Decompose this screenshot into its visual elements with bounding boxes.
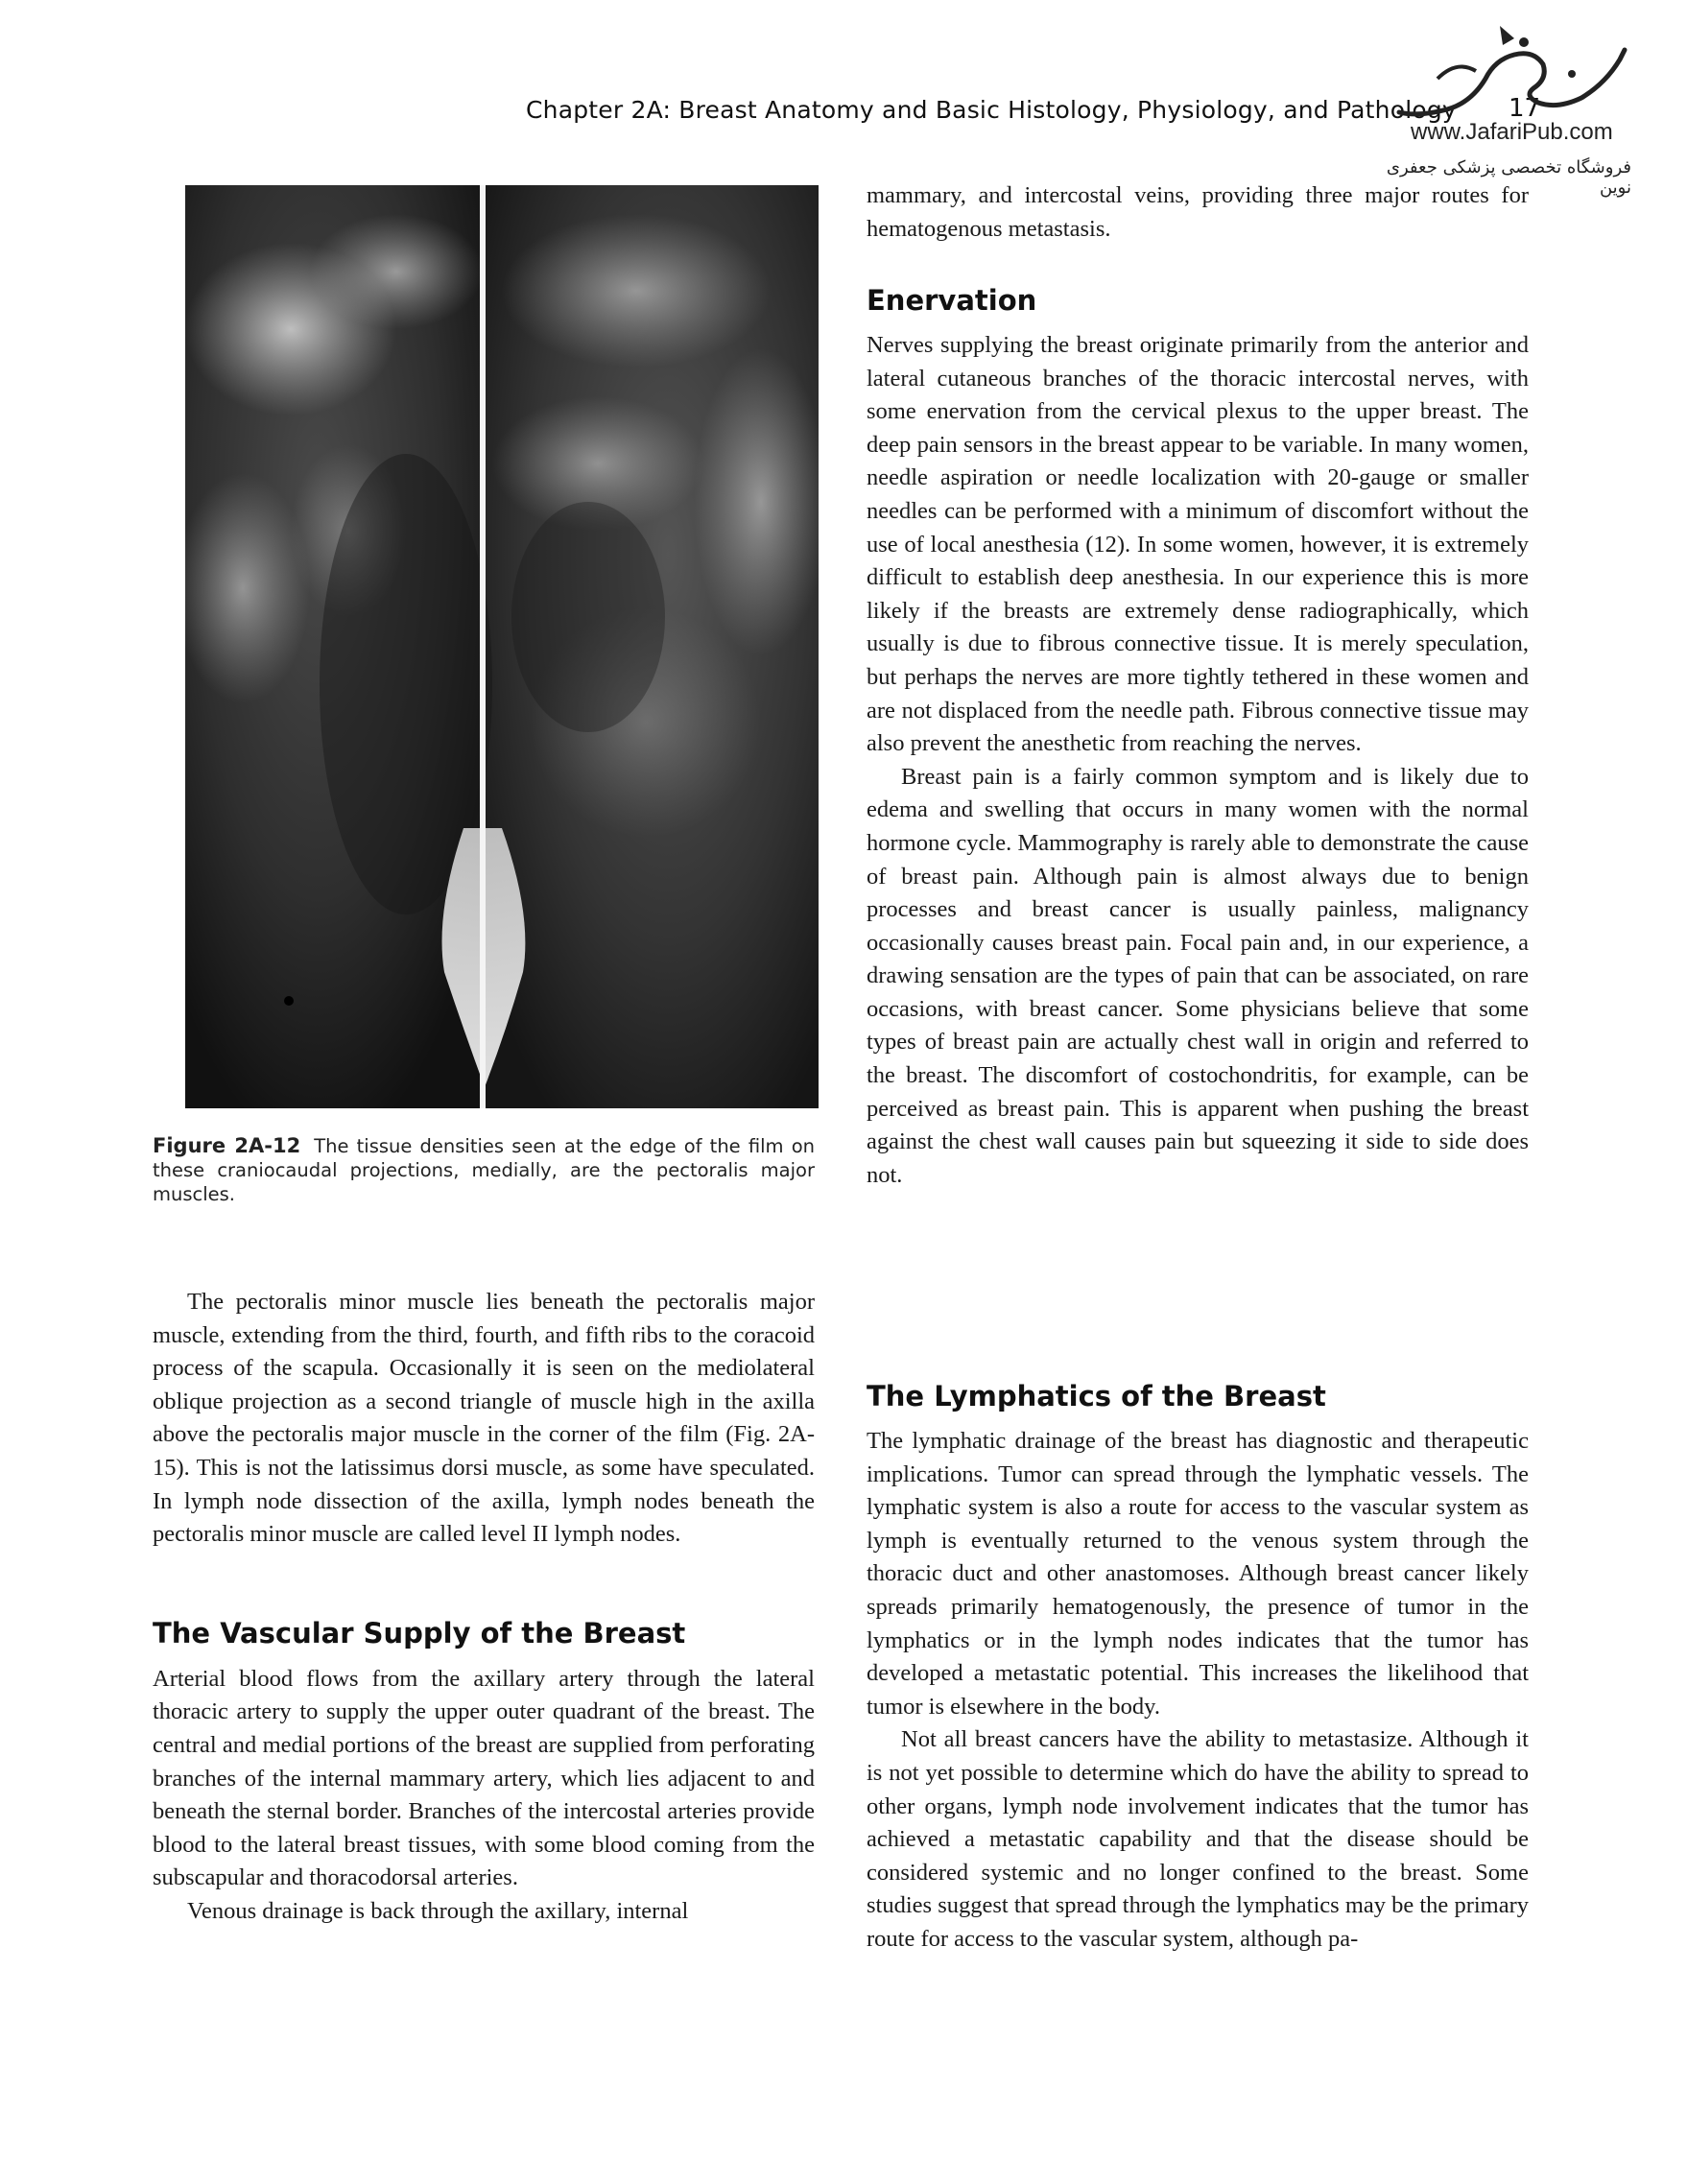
heading-lymphatics: The Lymphatics of the Breast [867, 1380, 1326, 1412]
running-header: Chapter 2A: Breast Anatomy and Basic Histology, Physiology, and Pathology [526, 96, 1457, 124]
publisher-logo [1380, 21, 1639, 175]
paragraph-nerve-supply: Nerves supplying the breast originate primarily from the anterior and lateral cutaneous branches of the thoracic intercostal nerves, with some enervation from the cervical plexus to the upper breast. The deep pain sensors in the breast appear to be variable. In many women, needle aspiration or needle localization with 20-gauge or smaller needles can be performed with a minimum of discomfort without the use of local anesthesia (12). In some women, however, it is extremely difficult to establish deep anesthesia. In our experience this is more likely if the breasts are extremely dense radiographically, which usually is due to fibrous connective tissue. It is merely speculation, but perhaps the nerves are more tightly tethered in these women and are not displaced from the needle path. Fibrous connective tissue may also prevent the anesthetic from reaching the nerves. [867, 332, 1529, 757]
page-number: 17 [1509, 94, 1541, 123]
heading-enervation: Enervation [867, 284, 1037, 317]
right-column-lymphatics [867, 1379, 1529, 1957]
watermark-url: www.JafariPub.com [1411, 119, 1613, 145]
right-column-continuation [867, 179, 1529, 246]
right-column-enervation [867, 283, 1529, 1192]
paragraph-arterial-blood: Arterial blood flows from the axillary artery through the lateral thoracic artery to supply the upper outer quadrant of the breast. The central and medial portions of the breast are supplied from perforating branches of the internal mammary artery, which lies adjacent to and beneath the sternal border. Branches of the intercostal arteries provide blood to the lateral breast tissues, with some blood coming from the subscapular and thoracodorsal arteries. [153, 1665, 815, 1891]
paragraph-venous-drainage: Venous drainage is back through the axillary, internal [187, 1897, 689, 1924]
figure-caption-text: The tissue densities seen at the edge of the film on these craniocaudal projections, medially, are the pectoralis major muscles. [153, 1135, 815, 1205]
figure-caption [153, 1134, 815, 1206]
left-column [153, 1286, 815, 1929]
figure-label: Figure 2A-12 [153, 1134, 301, 1157]
paragraph-metastasize: Not all breast cancers have the ability to metastasize. Although it is not yet possible to determine which do have the ability to spread to other organs, lymph node involvement indicates that the tumor has achieved a metastatic capability and that the disease should be considered systemic and no longer confined to the breast. Some studies suggest that spread through the lymphatics may be the primary route for access to the vascular system, although pa- [867, 1726, 1529, 1952]
paragraph-continuation: mammary, and intercostal veins, providing three major routes for hematogenous metastasis. [867, 182, 1529, 242]
heading-vascular-supply: The Vascular Supply of the Breast [153, 1616, 686, 1650]
paragraph-pectoralis-minor: The pectoralis minor muscle lies beneath the pectoralis major muscle, extending from the third, fourth, and fifth ribs to the coracoid process of the scapula. Occasionally it is seen on the mediolateral oblique projection as a second triangle of muscle high in the axilla above the pectoralis major muscle in the corner of the film (Fig. 2A-15). This is not the latissimus dorsi muscle, as some have speculated. In lymph node dissection of the axilla, lymph nodes beneath the pectoralis minor muscle are called level II lymph nodes. [153, 1289, 815, 1548]
paragraph-lymphatic-drainage: The lymphatic drainage of the breast has diagnostic and therapeutic implications. Tumor can spread through the lymphatic vessels. The lymphatic system is also a route for access to the vascular system as lymph is eventually returned to the venous system through the thoracic duct and other anastomoses. Although breast cancer likely spreads primarily hematogenously, the presence of tumor in the lymphatics or in the lymph nodes indicates that the tumor has developed a metastatic potential. This increases the likelihood that tumor is elsewhere in the body. [867, 1428, 1529, 1720]
mammogram-figure [185, 185, 819, 1108]
paragraph-breast-pain: Breast pain is a fairly common symptom and is likely due to edema and swelling that occurs in many women with the normal hormone cycle. Mammography is rarely able to demonstrate the cause of breast pain. Although pain is almost always due to benign processes and breast cancer is usually painless, malignancy occasionally causes breast pain. Focal pain and, in our experience, a drawing sensation are the types of pain that can be associated, on rare occasions, with breast cancer. Some physicians believe that some types of breast pain are actually chest wall in origin and referred to the breast. The discomfort of costochondritis, for example, can be perceived as breast pain. This is apparent when pushing the breast against the chest wall causes pain but squeezing it side to side does not. [867, 763, 1529, 1188]
watermark-subtitle: فروشگاه تخصصی پزشکی جعفری نوین [1386, 157, 1631, 198]
